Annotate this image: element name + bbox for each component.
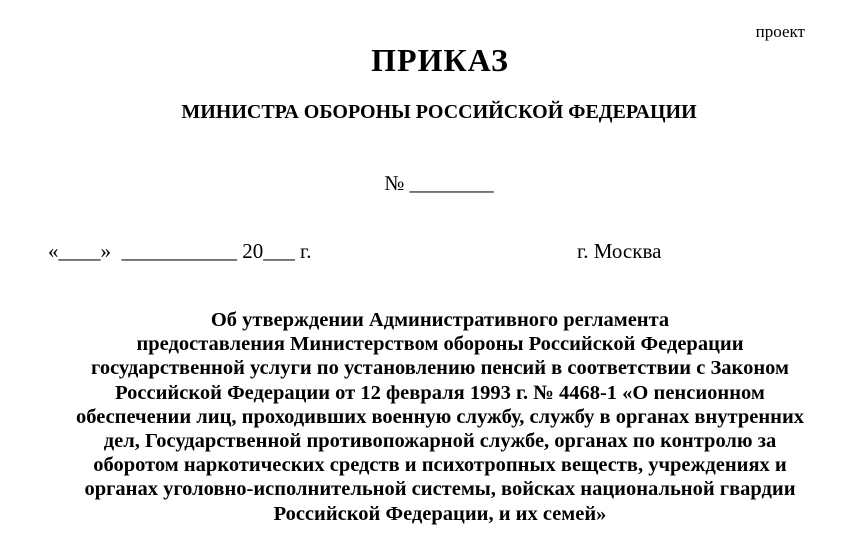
order-date-line: «____» ___________ 20___ г. bbox=[48, 239, 312, 263]
document-subtitle: МИНИСТРА ОБОРОНЫ РОССИЙСКОЙ ФЕДЕРАЦИИ bbox=[181, 101, 697, 123]
draft-label: проект bbox=[755, 22, 805, 41]
heading-line: оборотом наркотических средств и психотропных веществ, учреждениях и bbox=[93, 454, 787, 477]
heading-line: органах уголовно-исполнительной системы, войсках национальной гвардии bbox=[84, 478, 796, 501]
heading-line: предоставления Министерством обороны Российской Федерации bbox=[136, 333, 744, 356]
heading-line: государственной услуги по установлению пенсий в соответствии с Законом bbox=[91, 357, 789, 380]
order-city: г. Москва bbox=[577, 239, 662, 263]
heading-line: дел, Государственной противопожарной службе, органах по контролю за bbox=[103, 430, 777, 453]
heading-line: обеспечении лиц, проходивших военную службу, службу в органах внутренних bbox=[75, 405, 805, 428]
order-number-line: № ________ bbox=[384, 171, 494, 195]
heading-line: Российской Федерации от 12 февраля 1993 г. № 4468-1 «О пенсионном bbox=[115, 381, 765, 404]
heading-line: Российской Федерации, и их семей» bbox=[273, 502, 607, 525]
heading-line: Об утверждении Административного регламента bbox=[210, 309, 670, 331]
document-title: ПРИКАЗ bbox=[371, 42, 509, 78]
document-heading bbox=[40, 308, 840, 526]
